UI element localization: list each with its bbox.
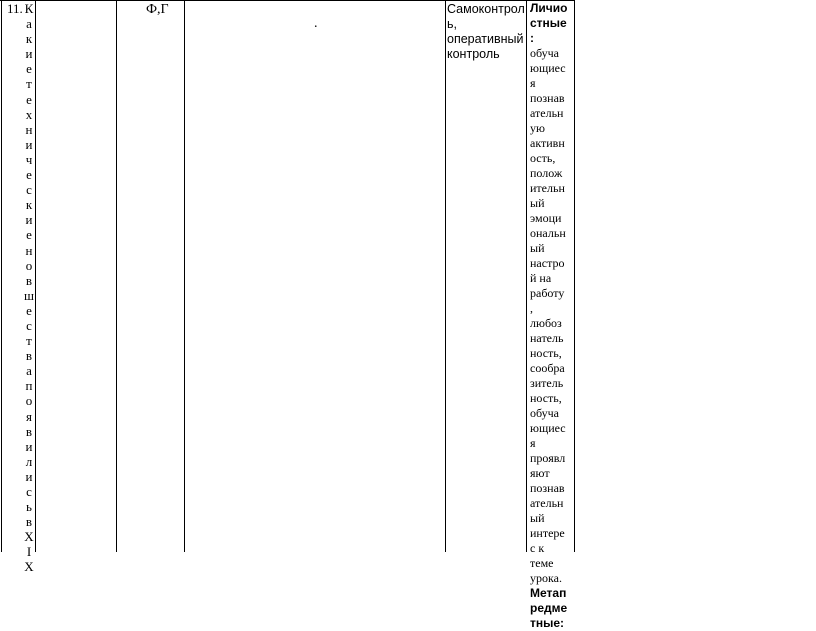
results-line: ый (530, 241, 545, 255)
results-line: ательн (530, 496, 564, 510)
topic-letter: е (26, 302, 32, 318)
column-border-1 (1, 0, 2, 552)
results-line: ый (530, 196, 545, 210)
results-line: ющиес (530, 61, 566, 75)
results-line: урока. (530, 571, 562, 585)
topic-letter: т (26, 76, 32, 92)
topic-letter: о (25, 393, 33, 409)
topic-letter: и (25, 468, 33, 484)
topic-letter: л (25, 453, 33, 469)
topic-letter: ь (26, 499, 32, 515)
topic-letter: Х (24, 529, 34, 545)
control-line: оперативный (447, 32, 524, 46)
row-number: 11. (7, 1, 23, 16)
results-line: интере (530, 526, 565, 540)
results-line: активн (530, 136, 565, 150)
results-line: й на (530, 271, 552, 285)
results-line: ющиес (530, 421, 566, 435)
results-line: ительн (530, 181, 565, 195)
results-line: эмоци (530, 211, 562, 225)
topic-letter: Х (24, 559, 34, 575)
results-heading-line: редме (530, 601, 568, 615)
form-cell: Ф,Г (146, 2, 169, 17)
topic-letter: и (25, 438, 33, 454)
topic-letter: ч (25, 151, 33, 167)
control-line: контроль (447, 47, 500, 61)
topic-letter: е (26, 91, 32, 107)
column-border-7 (574, 0, 575, 552)
results-line: ательн (530, 106, 564, 120)
results-line: ность, (530, 391, 562, 405)
topic-vertical-text (23, 1, 35, 575)
results-line: познав (530, 481, 565, 495)
topic-letter: п (25, 378, 33, 394)
topic-letter: е (26, 167, 32, 183)
activity-cell: . (314, 16, 318, 31)
results-line: проявл (530, 451, 566, 465)
topic-letter: в (25, 272, 33, 288)
topic-letter: н (25, 121, 33, 137)
results-heading-line: стные (530, 16, 567, 30)
topic-letter: в (25, 514, 33, 530)
column-border-6 (526, 0, 527, 552)
topic-letter: и (25, 212, 33, 228)
column-border-5 (445, 0, 446, 552)
column-border-4 (184, 0, 185, 552)
results-line: ональн (530, 226, 566, 240)
topic-letter: ш (23, 287, 34, 303)
column-border-3 (116, 0, 117, 552)
topic-letter: х (25, 106, 33, 122)
control-line: ь, (447, 17, 457, 31)
topic-letter: к (25, 197, 33, 213)
topic-letter: н (25, 242, 33, 258)
topic-letter: т (26, 333, 32, 349)
topic-letter: I (26, 544, 32, 560)
topic-letter: к (25, 31, 33, 47)
topic-letter: и (25, 46, 33, 62)
topic-letter: е (26, 227, 32, 243)
results-line: ность, (530, 346, 562, 360)
results-line: яют (530, 466, 550, 480)
results-line: зитель (530, 376, 564, 390)
topic-letter: и (25, 136, 33, 152)
results-line: обуча (530, 46, 560, 60)
topic-letter: в (25, 423, 33, 439)
results-line: теме (530, 556, 554, 570)
results-heading-line: : (530, 31, 534, 45)
topic-letter: с (26, 317, 32, 333)
control-line: Самоконтрол (447, 2, 525, 16)
control-cell (447, 2, 523, 62)
results-line: ую (530, 121, 545, 135)
results-line: , (530, 301, 533, 315)
topic-letter: а (26, 16, 32, 32)
results-line: сообра (530, 361, 565, 375)
results-line: обуча (530, 406, 560, 420)
results-line: настро (530, 256, 565, 270)
results-heading-line: Метап (530, 586, 567, 600)
topic-letter: с (26, 182, 32, 198)
topic-letter: а (26, 363, 32, 379)
results-line: познав (530, 91, 565, 105)
topic-letter: я (26, 408, 32, 424)
results-cell (530, 1, 568, 631)
results-line: работу (530, 286, 565, 300)
results-line: с к (530, 541, 545, 555)
topic-letter: е (26, 61, 32, 77)
table-top-border (0, 0, 575, 1)
results-line: полож (530, 166, 563, 180)
results-line: ый (530, 511, 545, 525)
results-line: натель (530, 331, 564, 345)
results-line: я (530, 76, 536, 90)
topic-letter: в (25, 348, 33, 364)
results-line: ость, (530, 151, 556, 165)
results-heading-line: тные: (530, 616, 565, 630)
column-border-2 (35, 0, 36, 552)
results-heading-line: Личио (530, 1, 568, 15)
topic-letter: с (26, 484, 32, 499)
results-line: любоз (530, 316, 562, 330)
results-line: я (530, 436, 536, 450)
topic-letter: о (25, 257, 33, 273)
topic-letter: К (24, 1, 34, 16)
